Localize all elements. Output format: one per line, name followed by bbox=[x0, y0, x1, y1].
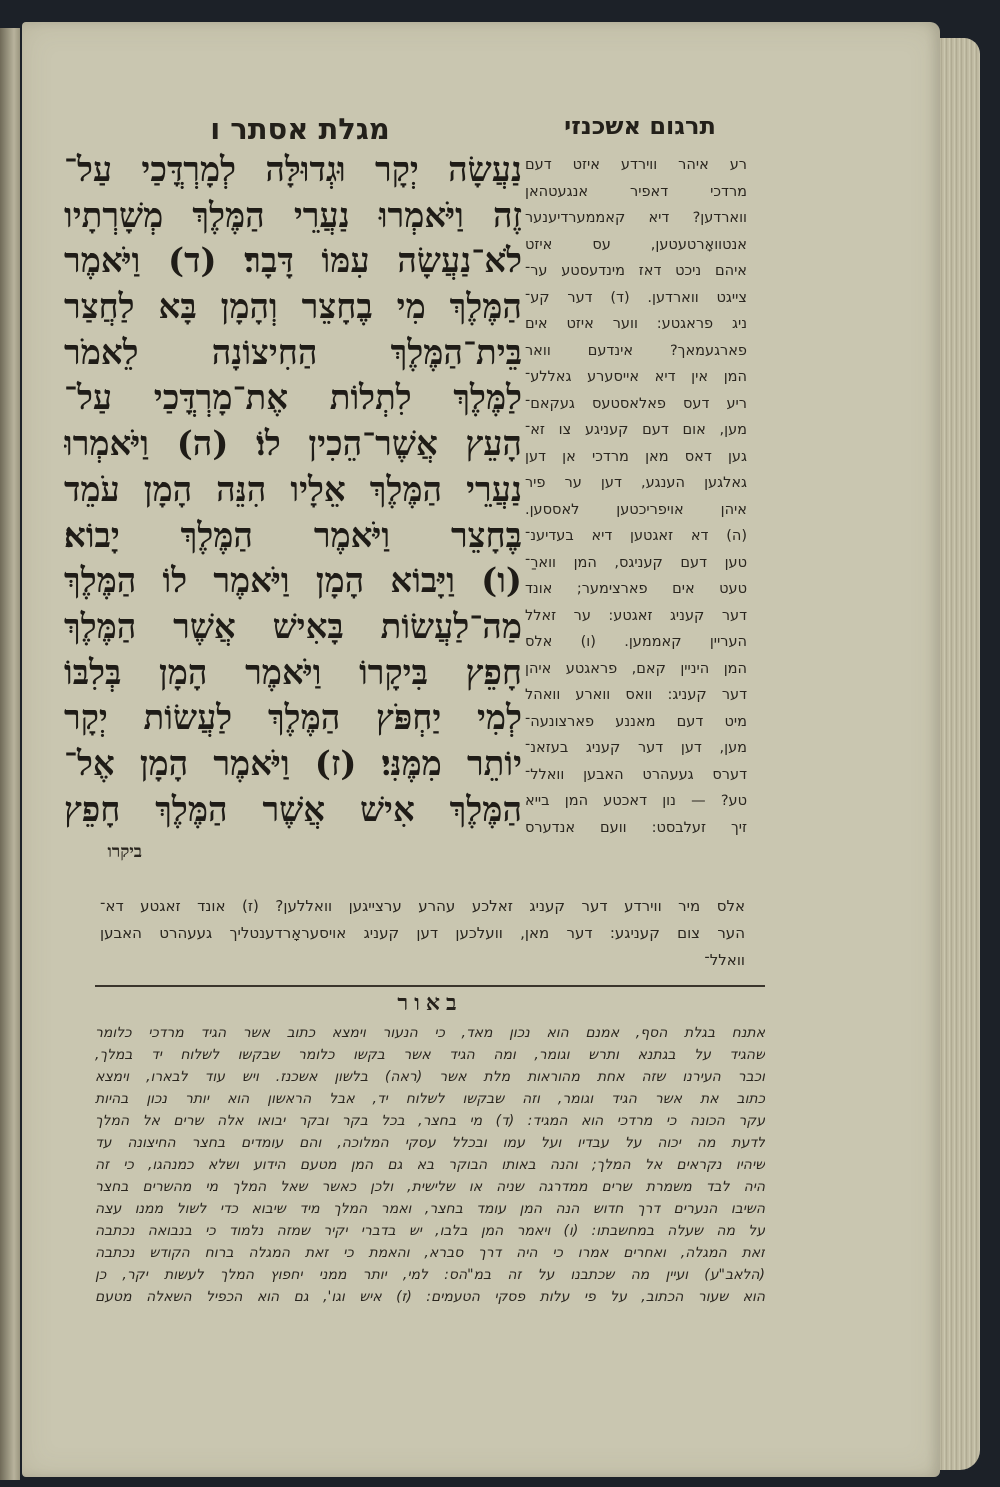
translation-line: מען, אום דעם קעניגע צו זא־ bbox=[525, 422, 747, 438]
translation-line: מיט דעם מאננע פארצונעה־ bbox=[525, 713, 747, 730]
translation-line: טע? — נון דאכטע המן בייא bbox=[525, 793, 747, 809]
commentary-block bbox=[95, 1022, 765, 1308]
commentary-line: אתנח בגלת הסף, אמנם הוא נכון מאד, כי הנעור וימצא כתוב אשר הגיד מרדכי כלומר bbox=[95, 1025, 765, 1041]
commentary-line: כתוב את אשר הגיד וגומר, וזה שבקשו לשלוח יד, אבל הראשון הוא יותר נכון בהיות bbox=[95, 1091, 765, 1107]
commentary-line: על מה שעלה במחשבתו: (ו) ויאמר המן בלבו, יש בדברי יקיר שמזה נלמוד כי בנבואה נכתבה bbox=[95, 1223, 765, 1239]
commentary-line: (הלאב"ע) ועיין מה שכתבנו על זה במ"הס: למי, יותר ממני יחפוץ המלך לעשות יקר, כן bbox=[95, 1267, 765, 1283]
translation-line: זיך זעלבסט: וועם אנדערס bbox=[525, 819, 747, 836]
commentary-line: וכבר העירנו שזה אחת מהוראות מלת אשר (ראה) בלשון אשכנז. ויש עוד לבארו, וימצא bbox=[95, 1069, 765, 1085]
translation-line: דער קעניג: וואס ווארע וואהל bbox=[525, 687, 747, 703]
translation-line: איהם ניכט דאז מינדעסטע ער־ bbox=[525, 263, 747, 279]
translation-line: טעט אים פארצימער; אונד bbox=[525, 581, 747, 597]
main-text-line: חָפֵץ בִּיקָרוֹ וַיֹּאמֶר הָמָן בְּלִבּוֹ bbox=[64, 652, 522, 693]
main-text-line: הַמֶּלֶךְ מִי בֶחָצֵר וְהָמָן בָּא לַחֲצַר bbox=[64, 287, 522, 328]
translation-line: מען, דען דער קעניג בעזאנ־ bbox=[525, 740, 747, 756]
translation-line: צייגט ווארדען. (ד) דער קע־ bbox=[525, 289, 747, 306]
main-text-line: זֶה וַיֹּאמְרוּ נַעֲרֵי הַמֶּלֶךְ מְשָׁרְתָיו bbox=[64, 195, 522, 236]
main-text-line: לְמִי יַחְפֹּץ הַמֶּלֶךְ לַעֲשׂוֹת יְקָר bbox=[64, 698, 522, 739]
translation-full-width bbox=[100, 893, 745, 974]
translation-line: ריע דעס פאלאסטעס געקאם־ bbox=[525, 395, 747, 412]
translation-line: אנטוואָרטעטען, עס איזט bbox=[525, 236, 747, 253]
facing-page-edge bbox=[0, 28, 20, 1480]
translation-line: פארגעמאך? אינדעם וואר bbox=[525, 342, 747, 359]
translation-line: טען דעם קעניגס, המן ווארַ־ bbox=[525, 554, 747, 571]
translation-line: ניג פראגטע: ווער איזט אים bbox=[525, 316, 747, 332]
translation-line: המן היניין קאם, פראגטע איהן bbox=[525, 660, 747, 677]
translation-full-line: וואלל־ bbox=[704, 951, 745, 969]
main-text-line: נַעֲרֵי הַמֶּלֶךְ אֵלָיו הִנֵּה הָמָן עֹמֵד bbox=[64, 469, 522, 510]
main-text-line: יוֹתֵר מִמֶּנִּי׃ (ז) וַיֹּאמֶר הָמָן אֶל־ bbox=[64, 743, 522, 784]
catchword: ביקרו bbox=[107, 842, 142, 862]
main-text-line: הָעֵץ אֲשֶׁר־הֵכִין לוֹ׃ (ה) וַיֹּאמְרוּ bbox=[64, 424, 522, 465]
commentary-line: השיבו הנערים דרך חדוש הנה המן עומד בחצר, ואמר המלך מיד שיבוא כדי לשול ממנו עצה bbox=[95, 1201, 765, 1217]
translation-line: דערס געעהרט האבען וואלל־ bbox=[525, 766, 747, 783]
running-header-title: מגלת אסתר ו bbox=[210, 112, 390, 146]
translation-line: גען דאס מאן מרדכי אן דען bbox=[525, 448, 747, 465]
running-header-translation: תרגום אשכנזי bbox=[564, 112, 716, 140]
translation-full-line: אלס מיר ווירדע דער קעניג זאלכע עהרע ערצייגען וואללען? (ז) אונד זאגטע דא־ bbox=[100, 897, 745, 915]
translation-line: רע איהר ווירדע איזט דעם bbox=[525, 157, 747, 173]
main-text-line: מַה־לַעֲשׂוֹת בָּאִישׁ אֲשֶׁר הַמֶּלֶךְ bbox=[64, 606, 522, 647]
translation-line: דער קעניג זאגטע: ער זאלל bbox=[525, 607, 747, 624]
commentary-heading: באור bbox=[397, 990, 463, 1016]
translation-line: מרדכי דאפיר אנגעטהאן bbox=[525, 183, 747, 200]
commentary-line: עקר הכונה כי מרדכי הוא המגיד: (ד) מי בחצר, בכל בקר ובקר יבואו אלה שרים אל המלך bbox=[95, 1113, 765, 1129]
hebrew-main-text bbox=[64, 148, 522, 828]
main-text-line: לַמֶּלֶךְ לִתְלוֹת אֶת־מָרְדֳּכַי עַל־ bbox=[64, 378, 522, 419]
main-text-line: לֹא־נַעֲשָׂה עִמּוֹ דָּבָר׃ (ד) וַיֹּאמֶר bbox=[64, 241, 522, 282]
translation-full-line: הער צום קעניגע: דער מאן, וועלכען דען קעניג אויסעראָרדענטליך געעהרט האבען bbox=[100, 924, 745, 942]
main-text-line: בֶּחָצֵר וַיֹּאמֶר הַמֶּלֶךְ יָבוֹא׃ bbox=[64, 515, 522, 556]
translation-line: גאלגען הענגע, דען ער פיר bbox=[525, 475, 747, 491]
translation-column bbox=[525, 152, 747, 841]
commentary-line: היה לבד משמרת שרים ממדרגה שניה או שלישית, ולכן כאשר שאל המלך מי מהשרים בחצר bbox=[95, 1179, 765, 1195]
translation-line: (ה) דא זאגטען דיא בעדיענ־ bbox=[525, 528, 747, 544]
section-divider bbox=[95, 985, 765, 987]
translation-line: המן אין דיא אייסערע גאללע־ bbox=[525, 369, 747, 385]
commentary-line: שהגיד על בגתנא ותרש וגומר, ומה הגיד אשר בקשו כלומר שבקשו לשלוח יד במלך, bbox=[95, 1047, 765, 1063]
page-stack-edge bbox=[938, 38, 980, 1470]
main-text-line: נַעֲשָׂה יְקָר וּגְדוּלָּה לְמָרְדֳּכַי עַל־ bbox=[64, 150, 522, 190]
commentary-line: זאת המגלה, ואחרים אמרו כי היה דרך סברא, והאמת כי זאת המגלה ברוח הקודש נכתבה bbox=[95, 1245, 765, 1261]
main-text-line: הַמֶּלֶךְ אִישׁ אֲשֶׁר הַמֶּלֶךְ חָפֵץ bbox=[64, 789, 522, 830]
translation-line: איהן אויפריכטען לאססען. bbox=[525, 501, 747, 518]
main-text-line: בֵּית־הַמֶּלֶךְ הַחִיצוֹנָה לֵאמֹר bbox=[64, 332, 522, 373]
commentary-line: שיהיו נקראים אל המלך; והנה באותו הבוקר בא גם המן מטעם הידוע ושלא כמנהגו, כי זה bbox=[95, 1157, 765, 1173]
main-text-line: (ו) וַיָּבוֹא הָמָן וַיֹּאמֶר לוֹ הַמֶּלֶךְ bbox=[64, 561, 522, 602]
translation-line: העריין קאממען. (ו) אלס bbox=[525, 634, 747, 650]
commentary-line: לדעת מה יכוה על עבדיו ועל עמו ובכלל עסקי המלוכה, והם עומדים בחצר החיצונה עד bbox=[95, 1135, 765, 1151]
commentary-line: הוא שעור הכתוב, על פי עלות פסקי הטעמים: (ז) איש וגו', גם הוא הכפיל השאלה מטעם bbox=[95, 1289, 765, 1305]
translation-line: ווארדען? דיא קאממערדיענער bbox=[525, 210, 747, 226]
